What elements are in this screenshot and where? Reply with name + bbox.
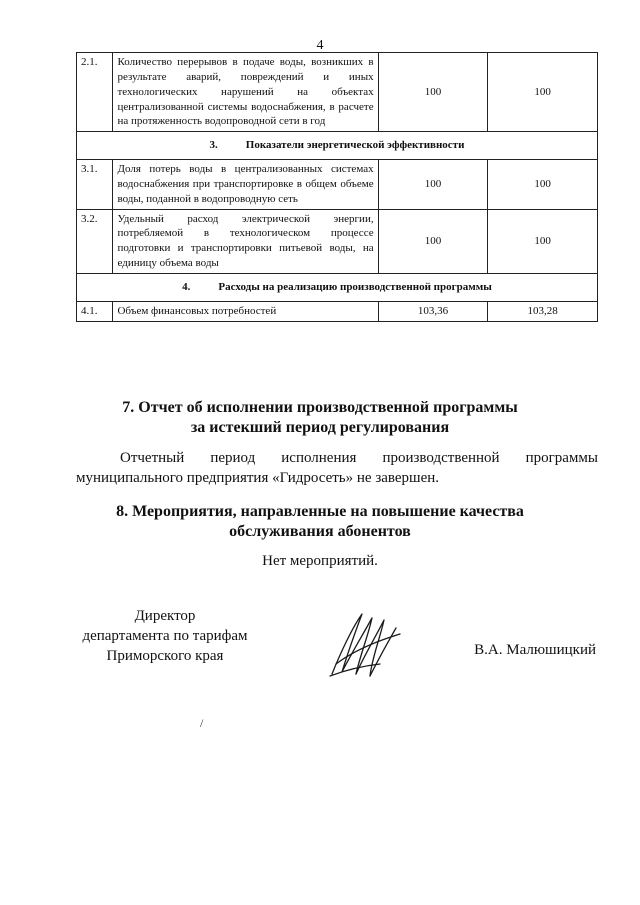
signatory-title-line2: департамента по тарифам [82,628,248,644]
row-value-2: 100 [488,160,598,210]
row-value-2: 103,28 [488,301,598,321]
row-number: 4.1. [77,301,113,321]
row-value-2: 100 [488,209,598,273]
section-heading [77,132,598,160]
row-value-1: 103,36 [378,301,488,321]
row-value-1: 100 [378,209,488,273]
section-8-heading-line1: 8. Мероприятия, направленные на повышение качества [116,503,524,520]
row-description: Количество перерывов в подаче воды, возникших в результате аварий, повреждений и иных технологических нарушений на объектах централизованной системы водоснабжения, в расчете на протяженность водопроводной сети в год [113,53,378,132]
section-7-text-line2: муниципального предприятия «Гидросеть» не завершен. [76,470,440,486]
table-section-row [77,132,598,160]
table-row [77,209,598,273]
row-value-1: 100 [378,160,488,210]
page-number: 4 [316,38,324,53]
row-description: Объем финансовых потребностей [113,301,378,321]
indicators-table [76,52,598,322]
table-row [77,301,598,321]
table-section-row [77,273,598,301]
handwritten-signature [322,606,406,684]
section-7-text [76,448,598,488]
signatory-title-line1: Директор [134,608,196,624]
table-row [77,53,598,132]
section-8-heading-line2: обслуживания абонентов [229,523,411,540]
row-description: Удельный расход электрической энергии, потребляемой в технологическом процессе подготовки и транспортировки питьевой воды, на единицу объема воды [113,209,378,273]
table-row [77,160,598,210]
row-description: Доля потерь воды в централизованных системах водоснабжения при транспортировке в общем объеме воды, поданной в водопроводную сеть [113,160,378,210]
section-heading [77,273,598,301]
signatory-name: В.А. Малюшицкий [474,642,596,658]
section-title: Расходы на реализацию производственной программы [218,280,492,293]
signatory-title-line3: Приморского края [106,648,224,664]
section-7-heading-line2: за истекший период регулирования [190,419,450,436]
section-8-text: Нет мероприятий. [262,553,378,569]
row-value-2: 100 [488,53,598,132]
row-number: 3.2. [77,209,113,273]
section-7-heading [0,398,640,438]
signatory-title [70,606,260,666]
row-value-1: 100 [378,53,488,132]
section-title: Показатели энергетической эффективности [245,139,465,152]
stray-mark: / [200,716,204,730]
section-8-heading [0,502,640,542]
section-7-text-line1: Отчетный период исполнения производственной программы [120,450,598,466]
row-number: 3.1. [77,160,113,210]
section-number: 3. [209,139,218,152]
section-7-heading-line1: 7. Отчет об исполнении производственной программы [122,399,518,416]
row-number: 2.1. [77,53,113,132]
section-number: 4. [182,280,191,293]
